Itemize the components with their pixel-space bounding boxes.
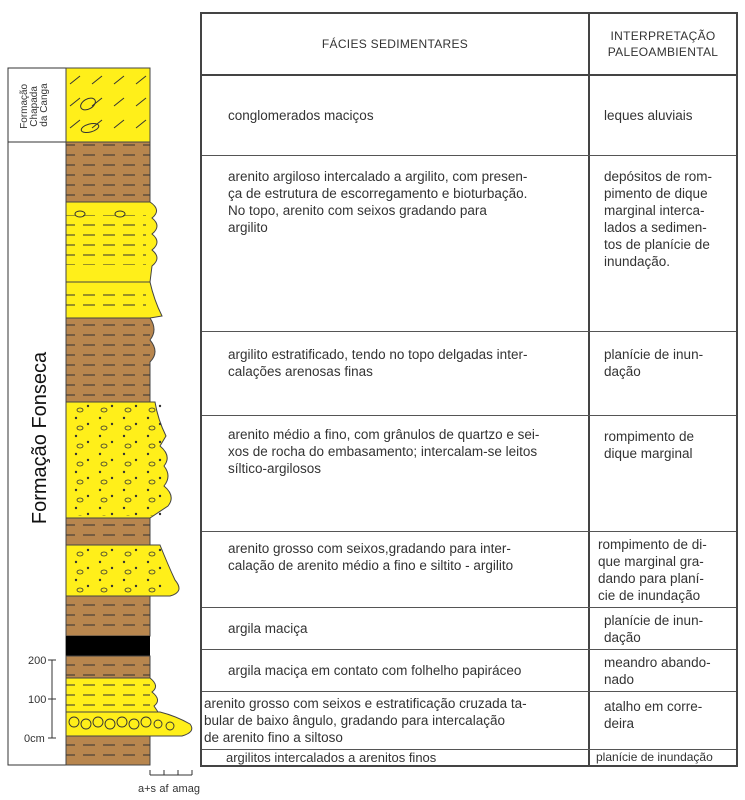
scale-label-0: 0cm [24,733,45,745]
table-row [202,532,736,608]
interpretation-cell: planície de inundação [596,750,713,764]
facies-cell: arenito argiloso intercalado a argilito, com presen- ça de estrutura de escorregamento e bioturbação. No topo, arenito com seixos gradando para argilito [202,156,590,331]
facies-cell: argilitos intercalados a arenitos finos [202,750,590,765]
facies-cell: argila maciça [202,608,590,649]
pattern-overlay [66,658,150,676]
scale-label-200: 200 [28,655,47,667]
scale-label-100: 100 [28,694,47,706]
formation-label-chapada: Formação Chapada da Canga [19,83,50,129]
interpretation-cell: atalho em corre- deira [604,699,703,731]
interpretation-cell: planície de inun- dação [604,347,704,379]
facies-cell: arenito médio a fino, com grânulos de quartzo e sei- xos de rocha do embasamento; intercalam-se leitos síltico-argilosos [202,416,590,531]
header-facies: FÁCIES SEDIMENTARES [202,14,590,76]
grain-label-af: af [159,783,169,795]
pattern-overlay [66,682,150,710]
interpretation-cell: rompimento de dique marginal [604,429,695,461]
pattern-overlay [66,404,162,516]
grain-label-ag: ag [187,783,200,795]
pattern-overlay [66,520,150,544]
grain-label-am: am [172,783,188,795]
table-row [202,76,736,156]
pattern-overlay [66,215,146,265]
pattern-overlay [66,548,170,594]
interpretation-cell: leques aluviais [604,108,693,123]
table-row [202,750,736,765]
facies-cell: conglomerados maciços [202,76,590,155]
table-row [202,156,736,332]
facies-cell: arenito grosso com seixos e estratificação cruzada ta- bular de baixo ângulo, gradando para intercalação de arenito fino a siltoso [202,692,590,749]
facies-cell: argila maciça em contato com folhelho papiráceo [202,650,590,691]
pattern-overlay [66,292,146,308]
pattern-overlay [66,142,150,202]
interpretation-cell: meandro abando- nado [604,654,711,687]
pattern-overlay [66,598,150,634]
table-row [202,608,736,650]
stratigraphic-column [0,0,200,800]
grain-label-as: a+s [137,783,157,795]
pattern-overlay [66,738,150,764]
pattern-overlay [66,320,150,400]
table-row [202,332,736,416]
header-interpretation: INTERPRETAÇÃO PALEOAMBIENTAL [590,14,736,76]
facies-table [200,12,738,767]
interpretation-cell: depósitos de rom- pimento de dique marginal interca- lados a sedimen- tos de planície de inundação. [604,169,713,269]
interpretation-cell: rompimento de di- que marginal gra- dando para planí- cie de inundação [598,536,707,603]
table-row [202,416,736,532]
formation-label-fonseca: Formação Fonseca [29,351,51,525]
pattern-overlay-conglomerate [66,68,150,142]
interpretation-cell: planície de inun- dação [604,612,704,645]
facies-cell: arenito grosso com seixos,gradando para inter- calação de arenito médio a fino e siltito - argilito [202,532,590,607]
table-row [202,692,736,750]
facies-cell: argilito estratificado, tendo no topo delgadas inter- calações arenosas finas [202,332,590,415]
table-row [202,650,736,692]
layer-shale-black [66,636,150,656]
